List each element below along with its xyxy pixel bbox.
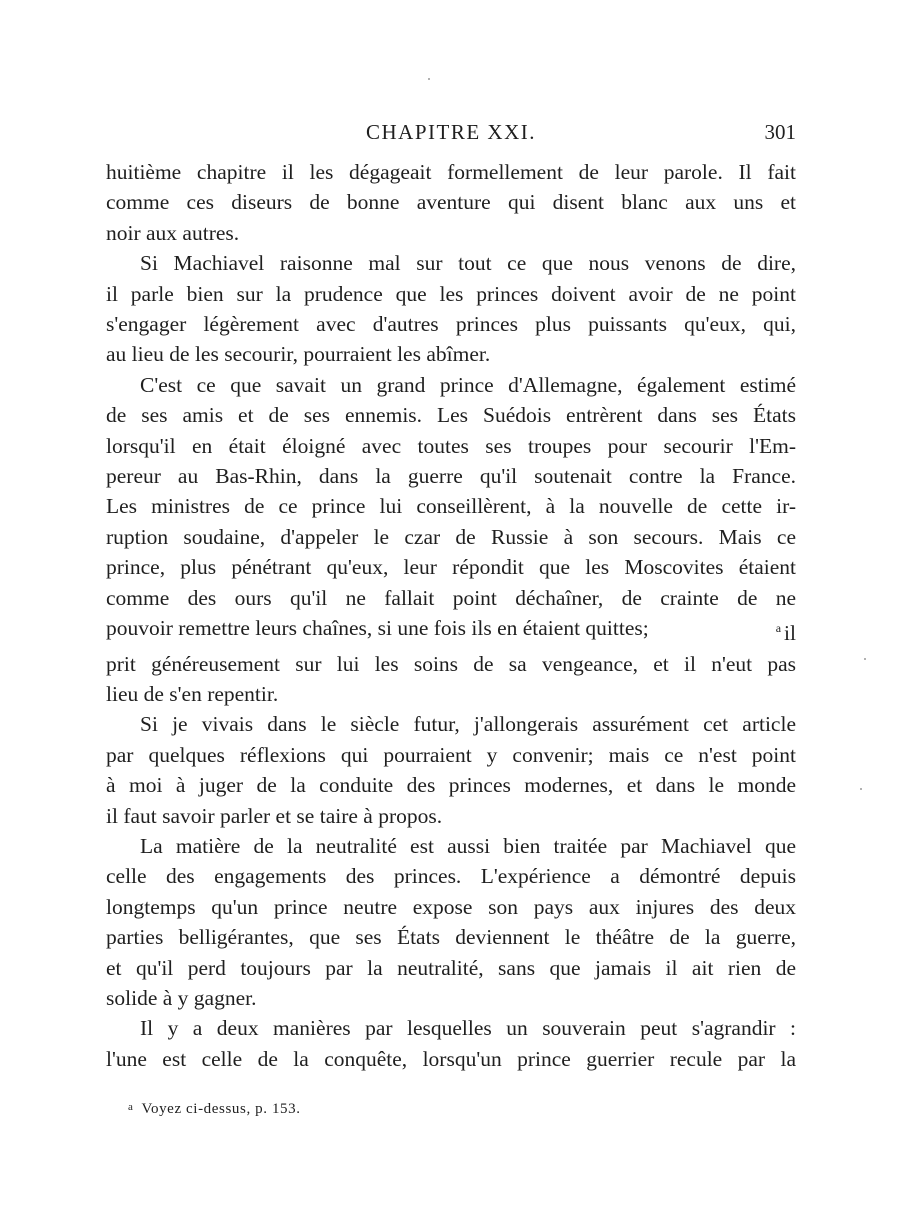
text-line: celle des engagements des princes. L'expérience a démontré depuis [106,864,796,889]
text-line: il parle bien sur la prudence que les princes doivent avoir de ne point [106,281,796,306]
text-line: pereur au Bas-Rhin, dans la guerre qu'il soutenait contre la France. [106,464,796,489]
text-line: au lieu de les secourir, pourraient les abîmer. [106,342,491,367]
paragraph [106,248,796,370]
footnote-mark: a [128,1101,134,1113]
paragraph [106,709,796,831]
text-line: solide à y gagner. [106,985,257,1010]
text-line: prit généreusement sur lui les soins de sa vengeance, et il n'eut pas [106,651,796,676]
paragraph [106,157,796,248]
text-line: il faut savoir parler et se taire à propos. [106,803,443,828]
text-line: Les ministres de ce prince lui conseillèrent, à la nouvelle de cette ir- [106,494,796,519]
text-line: de ses amis et de ses ennemis. Les Suédois entrèrent dans ses États [106,403,796,428]
text-segment: il [784,621,796,646]
paragraph [106,1013,796,1074]
paragraph [106,831,796,1013]
text-line: Il y a deux manières par lesquelles un souverain peut s'agrandir : [140,1016,796,1041]
text-line: l'une est celle de la conquête, lorsqu'un prince guerrier recule par la [106,1046,796,1071]
paragraph [106,370,796,709]
text-line: longtemps qu'un prince neutre expose son pays aux injures des deux [106,894,796,919]
text-line: La matière de la neutralité est aussi bien traitée par Machiavel que [140,833,796,858]
text-line: prince, plus pénétrant qu'eux, leur répondit que les Moscovites étaient [106,555,796,580]
text-line: à moi à juger de la conduite des princes modernes, et dans le monde [106,773,796,798]
footnote [128,1096,301,1120]
note-group [775,613,796,648]
text-line: comme des ours qu'il ne fallait point déchaîner, de crainte de ne [106,585,796,610]
print-speck [864,658,866,660]
text-line: Si Machiavel raisonne mal sur tout ce que nous venons de dire, [140,251,796,276]
text-line: parties belligérantes, que ses États deviennent le théâtre de la guerre, [106,925,796,950]
text-line: et qu'il perd toujours par la neutralité, sans que jamais il ait rien de [106,955,796,980]
chapter-title: CHAPITRE XXI. [366,120,536,144]
text-line: lieu de s'en repentir. [106,681,279,706]
text-line: huitième chapitre il les dégageait formellement de leur parole. Il fait [106,160,796,184]
running-head [106,117,796,147]
text-line: Si je vivais dans le siècle futur, j'allongerais assurément cet article [140,712,796,737]
body-text [106,157,796,1074]
text-line: noir aux autres. [106,220,240,245]
text-line-with-note [106,613,796,648]
text-line: C'est ce que savait un grand prince d'Allemagne, également estimé [140,372,796,397]
text-line: par quelques réflexions qui pourraient y convenir; mais ce n'est point [106,742,796,767]
text-line: lorsqu'il en était éloigné avec toutes ses troupes pour secourir l'Em- [106,433,796,458]
page-number: 301 [764,120,796,144]
text-line: comme ces diseurs de bonne aventure qui disent blanc aux uns et [106,190,796,215]
text-line: ruption soudaine, d'appeler le czar de Russie à son secours. Mais ce [106,524,796,549]
footnote-text: Voyez ci-dessus, p. 153. [141,1101,301,1117]
footnote-reference: a [775,621,782,636]
text-line: s'engager légèrement avec d'autres princes plus puissants qu'eux, qui, [106,312,796,337]
print-speck [428,78,430,80]
print-speck [860,788,862,790]
text-segment: pouvoir remettre leurs chaînes, si une fois ils en étaient quittes; [106,616,649,641]
